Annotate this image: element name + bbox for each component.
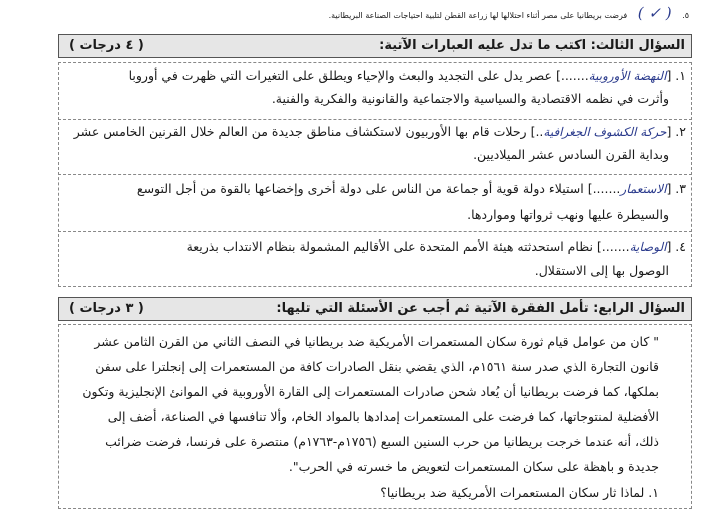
q3-marks: ( ٤ درجات ): [69, 38, 144, 53]
q3-item-4-line-2: الوصول بها إلى الاستقلال.: [534, 263, 669, 278]
q4-title: السؤال الرابع: تأمل الفقرة الآتية ثم أجب عن الأسئلة التي تليها:: [276, 301, 685, 316]
paragraph-line-3: بملكها، كما فرضت بريطانيا أن يُعاد شحن صادرات المستعمرات إلى القارة الأوروبية في الموانئ الإنجليزية وتكون: [82, 384, 659, 399]
q2-item-5: [29, 4, 689, 25]
q3-item-2-line-1: ٢. [حركة الكشوف الجغرافية..] رحلات قام بها الأوربيون لاستكشاف مناطق جديدة من العالم خلال القرنين الخامس عشر: [73, 124, 686, 139]
q3-item-3-line-1: ٣. [الاستعمار.......] استيلاء دولة قوية أو جماعة من الناس على دولة أخرى وإخضاعها بالقوة من أجل التوسع: [136, 181, 686, 196]
handwritten-answer[interactable]: حركة الكشوف الجغرافية: [543, 125, 667, 139]
paragraph-line-1: " كان من عوامل قيام ثورة سكان المستعمرات الأمريكية ضد بريطانيا في النصف الثاني من القرن الثامن عشر: [94, 334, 659, 349]
q3-item-2-line-2: وبداية القرن السادس عشر الميلاديين.: [473, 147, 669, 162]
item-number: ١.: [675, 68, 686, 83]
item-number: ٢.: [675, 124, 686, 139]
item-number: ٣.: [675, 181, 686, 196]
q3-item-1-line-1: ١. [النهضة الأوروبية.......] عصر يدل على التجديد والبعث والإحياء ويطلق على التغيرات التي ظهرت في أوروبا: [128, 68, 686, 83]
handwritten-answer[interactable]: الاستعمار: [620, 182, 667, 196]
paragraph-line-4: الأفضلية لمنتوجاتها، كما فرضت على المستعمرات إمدادها بالمواد الخام، وألا تنافسها في الصناعة، أضف إلى: [107, 409, 659, 424]
definition-text: استيلاء دولة قوية أو جماعة من الناس على دولة أخرى وإخضاعها بالقوة من أجل التوسع: [136, 181, 584, 196]
definition-text: عصر يدل على التجديد والبعث والإحياء ويطلق على التغيرات التي ظهرت في أوروبا: [128, 68, 552, 83]
q3-title: السؤال الثالث: اكتب ما تدل عليه العبارات الآتية:: [379, 38, 685, 53]
q4-marks: ( ٣ درجات ): [69, 301, 144, 316]
item-number: ٥.: [682, 11, 689, 20]
q3-item-3-line-2: والسيطرة عليها ونهب ثرواتها ومواردها.: [467, 207, 669, 222]
q3-item-4-line-1: ٤. [الوصاية.......] نظام استحدثته هيئة الأمم المتحدة على الأقاليم المشمولة بنظام الانتداب بذريعة: [186, 239, 686, 254]
q3-header: [58, 34, 692, 58]
q4-question-1: ١. لماذا ثار سكان المستعمرات الأمريكية ضد بريطانيا؟: [380, 485, 659, 500]
item-text: فرضت بريطانيا على مصر أثناء احتلالها لها زراعة القطن لتلبية احتياجات الصناعة البريطانية.: [328, 11, 628, 20]
item-number: ٤.: [675, 239, 686, 254]
q3-item-1-line-2: وأثرت في نظمه الاقتصادية والسياسية والاجتماعية والقانونية والفكرية والفنية.: [271, 91, 669, 106]
paragraph-line-5: ذلك، أنه عندما خرجت بريطانيا من حرب السنين السبع (١٧٥٦م-١٧٦٣م) منتصرة على فرنسا، فرضت ضرائب: [105, 434, 659, 449]
definition-text: نظام استحدثته هيئة الأمم المتحدة على الأقاليم المشمولة بنظام الانتداب بذريعة: [186, 239, 593, 254]
definition-text: رحلات قام بها الأوربيون لاستكشاف مناطق جديدة من العالم خلال القرنين الخامس عشر: [73, 124, 527, 139]
handwritten-answer[interactable]: النهضة الأوروبية: [588, 69, 667, 83]
handwritten-checkmark: ( ✓ ): [637, 4, 672, 22]
handwritten-answer[interactable]: الوصاية: [629, 240, 667, 254]
paragraph-line-2: قانون التجارة الذي صدر سنة ١٥٦١م، الذي يقضي بنقل الصادرات كافة من المستعمرات إلى إنجلترا على سفن: [95, 359, 659, 374]
q4-header: [58, 297, 692, 321]
paragraph-line-6: جديدة و باهظة على سكان المستعمرات لتعويض ما خسرته في الحرب".: [288, 459, 659, 474]
